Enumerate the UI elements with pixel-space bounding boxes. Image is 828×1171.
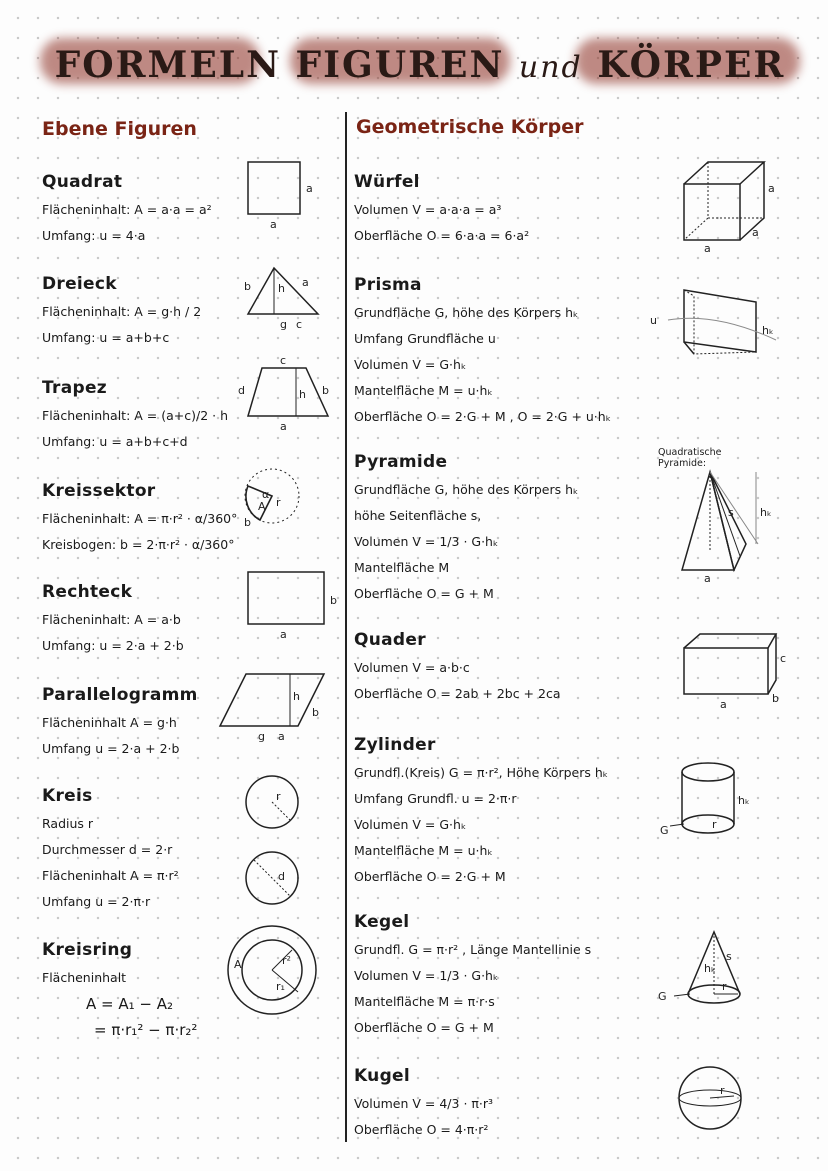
svg-text:hₖ: hₖ bbox=[762, 324, 774, 337]
quadrat-perimeter: Umfang: u = 4·a bbox=[42, 228, 146, 243]
wuerfel-title: Würfel bbox=[354, 172, 420, 192]
zylinder-diagram bbox=[658, 758, 788, 846]
parallelogramm-perimeter: Umfang u = 2·a + 2·b bbox=[42, 741, 180, 756]
prisma-volume: Volumen V = G·hₖ bbox=[354, 357, 467, 372]
kreissektor-diagram bbox=[240, 464, 310, 530]
svg-text:g: g bbox=[258, 730, 265, 743]
kugel-volume: Volumen V = 4/3 · π·r³ bbox=[354, 1096, 494, 1111]
rechteck-diagram bbox=[240, 566, 340, 640]
title-word-formeln: FORMELN bbox=[54, 44, 281, 86]
rechteck-area: Flächeninhalt: A = a·b bbox=[42, 612, 181, 627]
zylinder-volume: Volumen V = G·hₖ bbox=[354, 817, 467, 832]
kreis-radius-diagram bbox=[244, 774, 304, 834]
svg-text:c: c bbox=[780, 652, 787, 665]
quadrat-diagram bbox=[240, 158, 320, 230]
svg-text:g: g bbox=[280, 318, 287, 331]
svg-text:a: a bbox=[280, 628, 287, 641]
svg-text:s: s bbox=[726, 950, 732, 963]
svg-text:r: r bbox=[720, 1084, 725, 1097]
svg-text:G: G bbox=[660, 824, 669, 837]
block-dreieck bbox=[42, 274, 201, 351]
prisma-diagram bbox=[646, 282, 786, 362]
quader-title: Quader bbox=[354, 630, 426, 650]
page-title bbox=[40, 30, 800, 92]
zylinder-lateral: Mantelfläche M = u·hₖ bbox=[354, 843, 493, 858]
svg-text:h: h bbox=[278, 282, 285, 295]
kreissektor-area: Flächeninhalt: A = π·r² · α/360° bbox=[42, 511, 238, 526]
zylinder-surface: Oberfläche O = 2·G + M bbox=[354, 869, 506, 884]
block-kreissektor bbox=[42, 481, 237, 558]
svg-text:s: s bbox=[728, 506, 734, 519]
svg-text:b: b bbox=[330, 594, 337, 607]
block-wuerfel bbox=[354, 172, 529, 249]
prisma-surface: Oberfläche O = 2·G + M , O = 2·G + u·hₖ bbox=[354, 409, 612, 424]
quadrat-title: Quadrat bbox=[42, 172, 123, 192]
quader-volume: Volumen V = a·b·c bbox=[354, 660, 470, 675]
trapez-area: Flächeninhalt: A = (a+c)/2 · h bbox=[42, 408, 229, 423]
title-word-und: und bbox=[518, 50, 583, 85]
svg-text:r: r bbox=[712, 818, 717, 831]
dreieck-title: Dreieck bbox=[42, 274, 117, 294]
pyramide-title: Pyramide bbox=[354, 452, 448, 472]
parallelogramm-area: Flächeninhalt A = g·h bbox=[42, 715, 177, 730]
heading-ebene-figuren: Ebene Figuren bbox=[42, 118, 197, 140]
kreisring-area-label: Flächeninhalt bbox=[42, 970, 127, 985]
block-parallelogramm bbox=[42, 685, 198, 762]
svg-text:a: a bbox=[768, 182, 775, 195]
svg-text:α: α bbox=[262, 488, 270, 501]
svg-text:a: a bbox=[704, 572, 711, 585]
block-zylinder bbox=[354, 735, 608, 890]
pyramide-surface: Oberfläche O = G + M bbox=[354, 586, 494, 601]
wuerfel-diagram bbox=[676, 156, 786, 255]
zylinder-base: Grundfl.(Kreis) G = π·r², Höhe Körpers hₖ bbox=[354, 765, 609, 780]
block-prisma bbox=[354, 275, 611, 430]
pyramide-note: Quadratische Pyramide: bbox=[658, 447, 722, 469]
prisma-title: Prisma bbox=[354, 275, 422, 295]
quadrat-area: Flächeninhalt: A = a·a = a² bbox=[42, 202, 212, 217]
svg-text:a: a bbox=[752, 226, 759, 239]
pyramide-volume: Volumen V = 1/3 · G·hₖ bbox=[354, 534, 499, 549]
trapez-perimeter: Umfang: u = a+b+c+d bbox=[42, 434, 188, 449]
kreissektor-arc: Kreisbogen: b = 2·π·r² · α/360° bbox=[42, 537, 235, 552]
svg-text:hₖ: hₖ bbox=[760, 506, 772, 519]
svg-text:a: a bbox=[720, 698, 727, 711]
kreis-area: Flächeninhalt A = π·r² bbox=[42, 868, 179, 883]
kegel-surface: Oberfläche O = G + M bbox=[354, 1020, 494, 1035]
kreisring-diagram bbox=[226, 924, 322, 1020]
svg-text:a: a bbox=[306, 182, 313, 195]
prisma-perimeter: Umfang Grundfläche u bbox=[354, 331, 496, 346]
rechteck-title: Rechteck bbox=[42, 582, 133, 602]
svg-text:h: h bbox=[299, 388, 306, 401]
prisma-base: Grundfläche G, höhe des Körpers hₖ bbox=[354, 305, 579, 320]
svg-text:b: b bbox=[772, 692, 779, 705]
svg-text:a: a bbox=[280, 420, 287, 433]
block-trapez bbox=[42, 378, 228, 455]
wuerfel-volume: Volumen V = a·a·a = a³ bbox=[354, 202, 502, 217]
kreisring-formula-2: = π·r₁² − π·r₂² bbox=[94, 1021, 198, 1039]
block-kreisring bbox=[42, 940, 197, 1043]
svg-text:A: A bbox=[234, 958, 242, 971]
svg-text:b: b bbox=[244, 516, 251, 529]
block-quadrat bbox=[42, 172, 212, 249]
svg-text:r²: r² bbox=[282, 954, 291, 967]
wuerfel-surface: Oberfläche O = 6·a·a = 6·a² bbox=[354, 228, 530, 243]
kugel-diagram bbox=[676, 1064, 748, 1136]
kreis-perimeter: Umfang u = 2·π·r bbox=[42, 894, 151, 909]
kreis-diameter-diagram bbox=[244, 850, 304, 910]
svg-text:A: A bbox=[258, 500, 266, 513]
trapez-diagram bbox=[236, 356, 336, 434]
svg-text:b: b bbox=[312, 706, 319, 719]
zylinder-perimeter: Umfang Grundfl. u = 2·π·r bbox=[354, 791, 517, 806]
svg-text:c: c bbox=[296, 318, 303, 331]
svg-text:r: r bbox=[276, 790, 281, 803]
svg-text:hₖ: hₖ bbox=[704, 962, 716, 975]
svg-text:a: a bbox=[270, 218, 277, 231]
prisma-lateral: Mantelfläche M = u·hₖ bbox=[354, 383, 493, 398]
kugel-surface: Oberfläche O = 4·π·r² bbox=[354, 1122, 489, 1137]
block-pyramide bbox=[354, 452, 578, 607]
svg-text:h: h bbox=[293, 690, 300, 703]
rechteck-perimeter: Umfang: u = 2·a + 2·b bbox=[42, 638, 184, 653]
kreis-radius: Radius r bbox=[42, 816, 94, 831]
block-kegel bbox=[354, 912, 591, 1041]
svg-text:u: u bbox=[650, 314, 657, 327]
svg-text:r₁: r₁ bbox=[276, 980, 285, 993]
dreieck-diagram bbox=[240, 262, 330, 332]
svg-text:r: r bbox=[276, 496, 281, 509]
pyramide-lateral: Mantelfläche M bbox=[354, 560, 450, 575]
block-kreis bbox=[42, 786, 179, 915]
column-divider bbox=[345, 112, 347, 1142]
svg-text:r: r bbox=[722, 980, 727, 993]
kegel-volume: Volumen V = 1/3 · G·hₖ bbox=[354, 968, 499, 983]
heading-geometrische-koerper: Geometrische Körper bbox=[356, 116, 584, 138]
block-quader bbox=[354, 630, 561, 707]
title-word-koerper: KÖRPER bbox=[597, 44, 786, 86]
block-rechteck bbox=[42, 582, 184, 659]
svg-text:a: a bbox=[704, 242, 711, 255]
title-word-figuren: FIGUREN bbox=[295, 44, 505, 86]
kegel-diagram bbox=[656, 926, 766, 1012]
kreisring-formula-1: A = A₁ − A₂ bbox=[86, 995, 174, 1013]
pyramide-base: Grundfläche G, höhe des Körpers hₖ bbox=[354, 482, 579, 497]
svg-text:b: b bbox=[322, 384, 329, 397]
svg-text:G: G bbox=[658, 990, 667, 1003]
parallelogramm-diagram bbox=[216, 668, 334, 746]
kreissektor-title: Kreissektor bbox=[42, 481, 156, 501]
dreieck-perimeter: Umfang: u = a+b+c bbox=[42, 330, 170, 345]
kreisring-title: Kreisring bbox=[42, 940, 133, 960]
dreieck-area: Flächeninhalt: A = g·h / 2 bbox=[42, 304, 202, 319]
kegel-base: Grundfl. G = π·r² , Länge Mantellinie s bbox=[354, 942, 592, 957]
svg-text:d: d bbox=[238, 384, 245, 397]
quader-surface: Oberfläche O = 2ab + 2bc + 2ca bbox=[354, 686, 561, 701]
kugel-title: Kugel bbox=[354, 1066, 411, 1086]
parallelogramm-title: Parallelogramm bbox=[42, 685, 198, 705]
svg-text:a: a bbox=[278, 730, 285, 743]
kegel-lateral: Mantelfläche M = π·r·s bbox=[354, 994, 495, 1009]
kreis-diameter: Durchmesser d = 2·r bbox=[42, 842, 173, 857]
svg-text:b: b bbox=[244, 280, 251, 293]
block-kugel bbox=[354, 1066, 493, 1143]
pyramide-side-height: höhe Seitenfläche s, bbox=[354, 508, 482, 523]
quader-diagram bbox=[676, 628, 794, 712]
zylinder-title: Zylinder bbox=[354, 735, 436, 755]
kreis-title: Kreis bbox=[42, 786, 93, 806]
pyramide-diagram bbox=[676, 464, 796, 586]
svg-text:c: c bbox=[280, 354, 287, 367]
svg-text:hₖ: hₖ bbox=[738, 794, 750, 807]
kegel-title: Kegel bbox=[354, 912, 410, 932]
svg-text:a: a bbox=[302, 276, 309, 289]
trapez-title: Trapez bbox=[42, 378, 107, 398]
svg-text:d: d bbox=[278, 870, 285, 883]
